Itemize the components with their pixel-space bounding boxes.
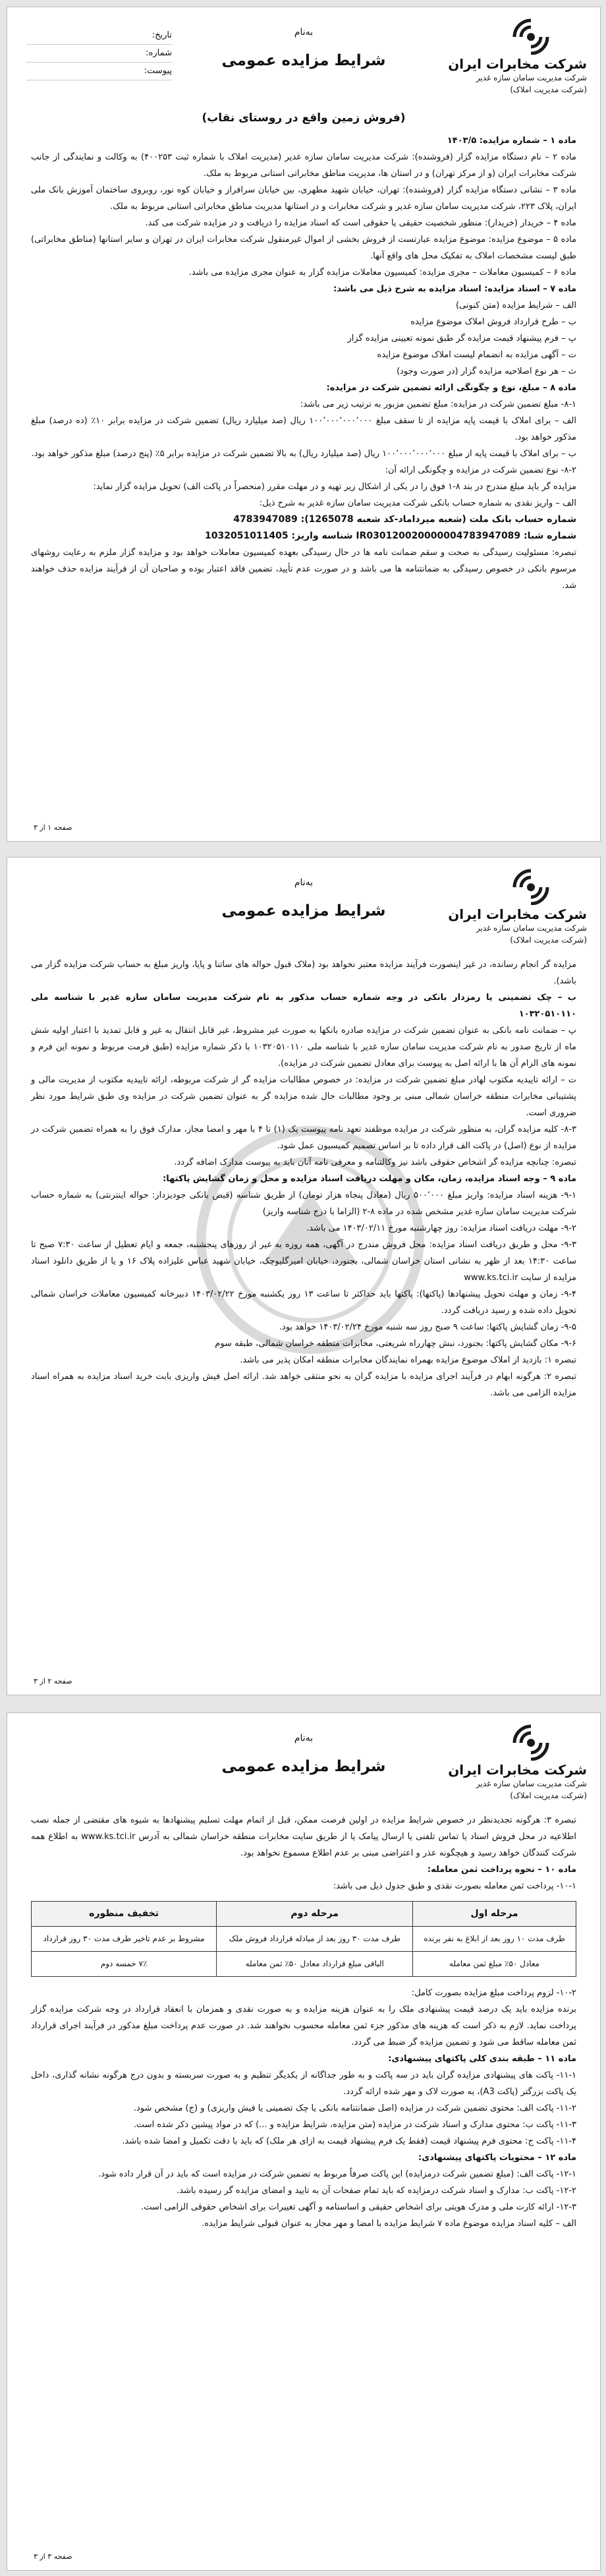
note: تبصره: مسئولیت رسیدگی به صحت و سقم ضمانت نامه ها در حال رسیدگی بعهده کمیسیون معاملات خواهد بود و مزایده گزار ملزم به رعایت روشهای مرسوم بانکی در خصوص رسیدگی به ضمانتنامه ها می باشد و در صورت عدم تأیید، تضمین فاقد اعتبار بوده و صاحبان آن از فرآیند مزایده حذف خواهند شد.	[31, 548, 576, 591]
telecom-logo-icon	[508, 14, 554, 55]
page-header	[7, 1713, 600, 1812]
article-6: ماده ۶ – کمیسیون معاملات – مجری مزایده: کمیسیون معاملات مزایده گزار به عنوان مجری مزایده می باشد.	[188, 268, 576, 278]
page-body	[7, 956, 600, 1401]
company-name: شرکت مخابرات ایران	[448, 1762, 587, 1778]
article-5: ماده ۵ – موضوع مزایده: موضوع مزایده عبارتست از فروش بخشی از اموال غیرمنقول شرکت مخابرات ایران در تهران و سایر استانها (مناطق مخابراتی) طبق لیست مشخصات املاک به تفکیک محل های واقع آنها.	[31, 235, 576, 261]
article-12: ماده ۱۲ – محتویات پاکتهای پیشنهادی:	[418, 2153, 576, 2163]
clause-p: پ – ضمانت نامه بانکی به عنوان تضمین شرکت در مزایده صادره بانکها به صورت غیر مشروط، غیر قابل انتقال به غیر و قابل تمدید با اعتبار اولیه شش ماه از تاریخ صدور به نام شرکت مدیریت سامان سازه غدیر با شناسه ملی ۱۰۳۲۰۵۱۰۱۱۰ با ذکر شماره مزایده (طبق فرمت مربوط و نمونه این فرم و نمونه های الزام آن ها با ارائه اصل به پیوست برای معادل تضمین شرکت در مزایده).	[31, 1026, 577, 1068]
clause-b: ب – چک تضمینی یا رمزدار بانکی در وجه شماره حساب مذکور به نام شرکت مدیریت سامان سازه غدیر با شناسه ملی ۱۰۳۲۰۵۱۰۱۱۰	[31, 993, 576, 1019]
company-sub-name-2: (شرکت مدیریت املاک)	[510, 935, 587, 945]
list-item: پ – فرم پیشنهاد قیمت مزایده گر طبق نمونه تعیینی مزایده گزار	[347, 334, 576, 343]
company-sub-name: شرکت مدیریت سامان سازه غدیر	[476, 923, 587, 933]
page-body	[7, 132, 600, 594]
date-label: تاریخ:	[27, 27, 172, 45]
table-row	[32, 1927, 576, 1952]
table-row	[32, 1952, 576, 1977]
clause-12-2: ۱۲-۲- پاکت ب: مدارک و اسناد شرکت درمزایده که باید تمام صفحات آن به تایید و امضای مزایده گر رسیده باشد.	[177, 2186, 576, 2196]
page-title: شرایط مزایده عمومی	[221, 1758, 386, 1775]
note-3: تبصره ۳: هرگونه تجدیدنظر در خصوص شرایط مزایده در اولین فرصت ممکن، قبل از اتمام مهلت تسلیم پیشنهادها به شیوه های مقتضی از جمله نصب اطلاعیه در محل فروش اسناد یا تماس تلفنی یا ارسال پیامک یا از طریق سایت مخابرات منطقه خراسان شمالی به آدرس www.ks.tci.ir به اطلاع همه شرکت کنندگان خواهد رسید و هیچگونه عذر و اعتراضی مبنی بر عدم اطلاع مسموع نخواهد بود.	[31, 1815, 576, 1858]
basmala: به‌نام	[294, 27, 314, 38]
clause-t: ت – ارائه تاییدیه مکتوب لهادر مبلغ تضمین شرکت در مزایده: در خصوص مطالبات مزایده گر از شرکت مربوطه، ارائه تاییدیه مکتوب از مدیریت مالی و پشتیبانی مخابرات منطقه خراسان شمالی مبنی بر وجود مطالبات حال شده مزایده گر به عنوان تضمین شرکت در مزایده وی طبق شرایط مورد نظر ضروری است.	[31, 1075, 576, 1118]
table-cell: طرف مدت ۳۰ روز بعد از مبادله قرارداد فروش ملک	[217, 1927, 413, 1952]
company-logo	[435, 1720, 587, 1801]
list-item: ب – طرح قرارداد فروش املاک موضوع مزایده	[410, 317, 576, 327]
list-item: ث – هر نوع اصلاحیه مزایده گزار (در صورت وجود)	[397, 366, 576, 376]
telecom-logo-icon	[508, 1720, 554, 1761]
document-page-3	[7, 1712, 601, 2571]
article-1: ماده ۱ – شماره مزایده: ۱۴۰۳/۵	[447, 136, 576, 146]
clause-12-1: ۱۲-۱- پاکت الف: (مبلغ تضمین شرکت درمزایده) این پاکت صرفاً مربوط به تضمین شرکت در مزایده است که باید در آن قرار داده شود.	[98, 2169, 576, 2179]
note: تبصره: چنانچه مزایده گر اشخاص حقوقی باشد نیز وکالتنامه و معرفی نامه آنان باید به پیوست مدارک اضافه گردد.	[174, 1157, 576, 1167]
document-page-1	[7, 7, 601, 842]
page-header	[7, 858, 600, 956]
clause-8-2-a: الف – واریز نقدی به شماره حساب بانکی شرکت مدیریت سامان سازه غدیر به شرح ذیل:	[259, 498, 576, 508]
company-name: شرکت مخابرات ایران	[448, 56, 587, 72]
document-page-2	[7, 857, 601, 1695]
page-title: شرایط مزایده عمومی	[221, 52, 386, 69]
clause-8-1-b: ب – برای املاک با قیمت پایه از مبلغ ۱۰۰٬۰۰۰٬۰۰۰٬۰۰۰ ریال (صد میلیارد ریال) به بالا تضمین شرکت در مزایده برابر ۵٪ (پنج درصد) مبلغ مذکور خواهد بود.	[31, 449, 576, 459]
page-footer: صفحه ۱ از ۳	[34, 823, 72, 832]
clause-8-1-a: الف – برای املاک با قیمت پایه مزایده از تا سقف مبلغ ۱۰۰٬۰۰۰٬۰۰۰٬۰۰۰ ریال (صد میلیارد ریال) تضمین شرکت در مزایده برابر ۱۰٪ (ده درصد) مبلغ مذکور خواهد بود.	[31, 416, 576, 442]
paragraph: برنده مزایده باید یک درصد قیمت پیشنهادی ملک را به عنوان هزینه مزایده و به صورت نقدی و همزمان با انعقاد قرارداد در وجه شرکت مزایده گزار پرداخت نماید. لازم به ذکر است که هزینه های مذکور جزء ثمن معامله محسوب نخواهند شد. در صورت عدم پرداخت مبلغ مذکور در فرآیند اجرای قرارداد ثمن معامله ساقط می شود و تضمین مزایده گر ضبط می گردد.	[31, 2005, 576, 2047]
article-8: ماده ۸ – مبلغ، نوع و چگونگی ارائه تضمین شرکت در مزایده:	[326, 383, 576, 393]
company-sub-name-2: (شرکت مدیریت املاک)	[510, 1791, 587, 1800]
article-4: ماده ۴ – خریدار (خریدار): منظور شخصیت حقیقی یا حقوقی است که اسناد مزایده را دریافت و در مزایده شرکت می کند.	[145, 218, 576, 228]
list-item: الف – شرایط مزایده (متن کنونی)	[455, 301, 576, 310]
table-cell: طرف مدت ۱۰ روز بعد از ابلاغ به نفر برنده	[413, 1927, 576, 1952]
clause-8-2-text: مزایده گر باید مبلغ مندرج در بند ۸-۱ فوق را در یکی از اشکال زیر تهیه و در مهلت مقرر (منحصراً در پاکت الف) تحویل مزایده گزار نماید:	[93, 482, 576, 492]
article-10: ماده ۱۰ – نحوه پرداخت ثمن معامله:	[427, 1865, 576, 1875]
clause-8-3: ۸-۳- کلیه مزایده گران، به منظور شرکت در مزایده موظفند تعهد نامه پیوست یک (۱) تا ۴ با مهر و امضا مجاز، مدارک فوق را به همراه تضمین شرکت در مزایده از نوع (اصل) در پاکت الف قرار داده تا بر اساس تصمیم کمیسیون عمل شود.	[31, 1125, 577, 1151]
article-7: ماده ۷ – اسناد مزایده: اسناد مزایده به شرح ذیل می باشد:	[333, 284, 576, 294]
clause-8-2: ۸-۲- نوع تضمین شرکت در مزایده و چگونگی ارائه آن:	[385, 465, 576, 475]
page-body	[7, 1812, 600, 2232]
note-1: تبصره ۱: بازدید از املاک موضوع مزایده بهمراه نمایندگان مخابرات منطقه امکان پذیر می باشد.	[240, 1355, 576, 1365]
payment-table	[31, 1901, 576, 1977]
telecom-logo-icon	[508, 864, 554, 905]
attachment-label: پیوست:	[27, 63, 172, 80]
bank-account: شماره حساب بانک ملت (شعبه میرداماد-کد شعبه 1265078): 4783947089	[233, 514, 576, 525]
company-logo	[435, 14, 587, 96]
basmala: به‌نام	[294, 1733, 314, 1743]
clause-9-5: ۹-۵- زمان گشایش پاکتها: ساعت ۹ صبح روز سه شنبه مورخ ۱۴۰۳/۰۲/۲۴ خواهد بود.	[279, 1322, 576, 1332]
subtitle: (فروش زمین واقع در روستای نقاب)	[202, 111, 406, 125]
note-2: تبصره ۲: هرگونه ابهام در فرآیند اجرای مزایده با مزایده گران به نحو منتقی خواهد شد. ارائه اصل فیش واریزی بابت خرید اسناد مزایده به همراه اسناد مزایده الزامی می باشد.	[31, 1372, 576, 1398]
date-number-box	[27, 27, 172, 80]
table-cell: الباقی مبلغ قرارداد معادل ۵۰٪ ثمن معامله	[217, 1952, 413, 1977]
table-header: مرحله دوم	[217, 1902, 413, 1927]
company-sub-name: شرکت مدیریت سامان سازه غدیر	[476, 73, 587, 82]
clause-11-1: ۱۱-۱- پاکت های پیشنهادی مزایده گران باید در سه پاکت و به طور جداگانه از یکدیگر تنظیم و به صورت سربسته و بدون درج هرگونه نشانه گذاری، داخل یک پاکت بزرگتر (پاکت A3)، به صورت لاک و مهر شده ارائه گردد.	[31, 2070, 576, 2097]
sheba-number: شماره شبا: IR030120020000004783947089 شناسه واریز: 1032051011405	[205, 531, 576, 541]
clause-9-1: ۹-۱- هزینه اسناد مزایده: واریز مبلغ ۵۰۰٬۰۰۰ ریال (معادل پنجاه هزار تومان) از طریق شناسه (قبض بانکی جودیزدار: حواله اینترنتی) به شماره حساب شرکت مدیریت سامان سازه غدیر مشخص شده در ماده ۸-۲ (الزاما با درج شناسه واریز)	[31, 1190, 576, 1217]
clause-8-1: ۸-۱- مبلغ تضمین شرکت در مزایده: مبلغ تضمین مزبور به ترتیب زیر می باشد:	[300, 399, 576, 409]
company-sub-name-2: (شرکت مدیریت املاک)	[510, 85, 587, 94]
page-footer: صفحه ۲ از ۳	[34, 1677, 72, 1685]
number-label: شماره:	[27, 45, 172, 63]
company-name: شرکت مخابرات ایران	[448, 906, 587, 922]
company-sub-name: شرکت مدیریت سامان سازه غدیر	[476, 1779, 587, 1788]
clause-11-2: ۱۱-۲- پاکت الف: محتوی تضمین شرکت در مزایده (اصل ضمانتنامه بانکی یا چک تضمینی یا فیش واریزی) و (ج) مشخص شود.	[133, 2103, 576, 2113]
article-3: ماده ۳ – نشانی دستگاه مزایده گزار (فروشنده): تهران، خیابان شهید مطهری، بین خیابان سرافراز و خیابان کوه نور، روبروی ساختمان آموزش بانک ملی ایران، پلاک ۲۲۳، شرکت مدیریت سامان سازه غدیر و شرکت مخابرات و در استانها مدیریت مناطق مخابراتی استانی مربوط به ملک.	[31, 185, 576, 212]
company-logo	[435, 864, 587, 946]
clause-11-3: ۱۱-۳- پاکت ب: محتوی مدارک و اسناد شرکت در مزایده (متن مزایده، شرایط مزایده و ...) که در مواد پیشین ذکر شده است.	[133, 2120, 576, 2130]
clause-12-3: ۱۲-۳- ارائه کارت ملی و مدرک هویتی برای اشخاص حقیقی و اساسنامه و آگهی تغییرات برای اشخاص حقوقی الزامی است.	[141, 2202, 576, 2212]
clause-9-4: ۹-۴- زمان و مهلت تحویل پیشنهادها (پاکتها): پاکتها باید حداکثر تا ساعت ۱۳ روز یکشنبه مورخ ۱۴۰۳/۰۲/۲۲ دبیرخانه کمیسیون معاملات خراسان شمالی تحویل داده شده و رسید دریافت گردد.	[31, 1289, 577, 1316]
table-header: مرحله اول	[413, 1902, 576, 1927]
clause-10-2: ۱۰-۲- لزوم پرداخت مبلغ مزایده بصورت کامل:	[411, 1988, 576, 1998]
article-9: ماده ۹ – وجه اسناد مزایده، زمان، مکان و مهلت دریافت اسناد مزایده و محل و زمان گشایش پاکتها:	[163, 1174, 576, 1184]
clause-9-3: ۹-۳- محل و طریق دریافت اسناد مزایده: محل فروش مندرج در آگهی، همه روزه به غیر از روزهای پنجشنبه، جمعه و ایام تعطیل از ساعت ۷:۳۰ صبح تا ساعت ۱۴:۳۰ بعد از ظهر به نشانی استان خراسان شمالی، بجنورد، خیابان امیرگلیوچک، خیابان شهید عباس علیزاده پلاک ۱۶ و یا از طریق دانلود اسناد مزایده از سایت www.ks.tci.ir	[31, 1240, 576, 1283]
page-footer: صفحه ۳ از ۳	[34, 2552, 72, 2561]
article-2: ماده ۲ – نام دستگاه مزایده گزار (فروشنده): شرکت مدیریت سامان سازه غدیر (مدیریت املاک با شماره ثبت ۴۰۰۲۵۳) به وکالت و نمایندگی از جانب شرکت مخابرات ایران (و از مرکز تهران) و در استان ها، مدیریت مناطق مخابراتی استانی مربوط به ملک.	[31, 152, 576, 179]
table-cell: ۷٪ خمسه دوم	[32, 1952, 217, 1977]
table-header: تخفیف منظوره	[32, 1902, 217, 1927]
table-cell: معادل ۵۰٪ مبلغ ثمن معامله	[413, 1952, 576, 1977]
page-header	[7, 7, 600, 106]
clause-11-4: ۱۱-۴- پاکت ج: محتوی فرم پیشنهاد قیمت (فقط یک فرم پیشنهاد قیمت به ازای هر ملک) که باید با دقت تکمیل و امضا شده باشد.	[122, 2136, 576, 2146]
clause-10-1: ۱۰-۱- پرداخت ثمن معامله بصورت نقدی و طبق جدول ذیل می باشد:	[333, 1881, 576, 1891]
paragraph: مزایده گر انجام رسانده، در غیر اینصورت فرآیند مزایده معتبر نخواهد بود (ملاک قبول حواله های ساتنا و پایا، واریز مبلغ به حساب شرکت مزایده گزار می باشد).	[31, 960, 576, 986]
clause-9-6: ۹-۶- مکان گشایش پاکتها: بجنورد، نبش چهارراه شریعتی، مخابرات منطقه خراسان شمالی، طبقه سوم	[215, 1339, 576, 1349]
page-title: شرایط مزایده عمومی	[221, 902, 386, 920]
clause-12-a: الف – کلیه اسناد مزایده موضوع ماده ۷ شرایط مزایده با امضا و مهر مجاز به عنوان قبولی شرایط مزایده.	[202, 2219, 576, 2229]
list-item: ت – آگهی مزایده به انضمام لیست املاک موضوع مزایده	[377, 350, 576, 360]
article-11: ماده ۱۱ – طبقه بندی کلی پاکتهای پیشنهادی:	[388, 2054, 576, 2064]
basmala: به‌نام	[294, 877, 314, 888]
table-cell: مشروط بر عدم تاخیر طرف مدت ۳۰ روز قرارداد	[32, 1927, 217, 1952]
clause-9-2: ۹-۲- مهلت دریافت اسناد مزایده: روز چهارشنبه مورخ ۱۴۰۳/۰۲/۱۱ می باشد.	[306, 1223, 576, 1233]
